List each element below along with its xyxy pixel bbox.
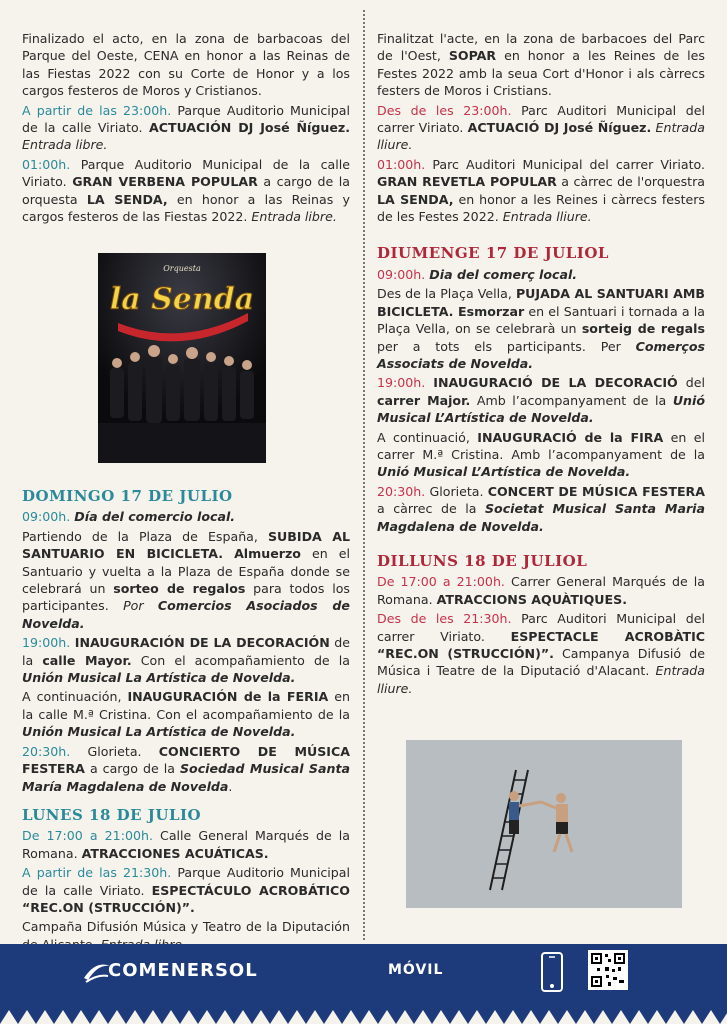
la-senda-poster <box>98 253 266 463</box>
poster-logo-text: la Senda <box>109 282 255 317</box>
heading-lunes: LUNES 18 DE JULIO <box>22 805 202 824</box>
right-bike-paragraph: Des de la Plaça Vella, PUJADA AL SANTUARI AMB BICICLETA. Esmorzar en el Santuari i tornada a la Plaça Vella, on se celebrarà un sorteig de regals per a tots els participants. Per Comerços Associats de Novelda. <box>377 286 705 371</box>
left-commerce-day: 09:00h. Día del comercio local. <box>22 509 236 525</box>
left-concert-paragraph: 20:30h. Glorieta. CONCIERTO DE MÚSICA FESTERA a cargo de la Sociedad Musical Santa María Magdalena de Novelda. <box>22 743 350 794</box>
left-water-paragraph: De 17:00 a 21:00h. Calle General Marqués de la Romana. ATRACCIONES ACUÁTICAS. <box>22 828 350 861</box>
column-divider <box>363 10 365 940</box>
poster-graphic <box>98 253 266 463</box>
right-fira-paragraph: A continuació, INAUGURACIÓ de la FIRA en el carrer M.ª Cristina. Amb l’acompanyament de la Unió Musical L’Artística de Novelda. <box>377 429 705 480</box>
heading-dilluns: DILLUNS 18 DE JULIOL <box>377 551 588 570</box>
right-acrobatic-paragraph: Des de les 21:30h. Parc Auditori Municipal del carrer Viriato. ESPECTACLE ACROBÀTIC “REC.ON (STRUCCIÓN)”. Campanya Difusió de Música i Teatre de la Diputació d'Alacant. Entrada lliure. <box>377 611 705 696</box>
qr-code-icon[interactable] <box>588 950 628 990</box>
mobile-phone-icon <box>540 952 564 992</box>
right-decoration-paragraph: 19:00h. INAUGURACIÓ DE LA DECORACIÓ del carrer Major. Amb l’acompanyament de la Unió Musical L’Artística de Novelda. <box>377 375 705 426</box>
right-revetla-paragraph: 01:00h. Parc Auditori Municipal del carrer Viriato. GRAN REVETLA POPULAR a càrrec de l'orquestra LA SENDA, en honor a les Reines i càrrecs festers de les Festes 2022. Entrada lliure. <box>377 156 705 225</box>
left-feria-paragraph: A continuación, INAUGURACIÓN de la FERIA en la calle M.ª Cristina. Con el acompañamiento de la Unión Musical La Artística de Novelda. <box>22 689 350 740</box>
valencian-column <box>377 30 705 699</box>
right-water-paragraph: De 17:00 a 21:00h. Carrer General Marqués de la Romana. ATRACCIONS AQUÀTIQUES. <box>377 574 705 607</box>
right-dinner-paragraph: Finalitzat l'acte, en la zona de barbacoes del Parc de l'Oest, SOPAR en honor a les Reines de les Festes 2022 amb la seua Cort d'Honor i als càrrecs festers de Moros i Cristians. <box>377 31 705 99</box>
spanish-column-schedule <box>22 482 350 955</box>
right-concert-paragraph: 20:30h. Glorieta. CONCERT DE MÚSICA FESTERA a càrrec de la Societat Musical Santa Maria Magdalena de Novelda. <box>377 483 705 534</box>
movil-label: MÓVIL <box>388 962 444 978</box>
left-decoration-paragraph: 19:00h. INAUGURACIÓN DE LA DECORACIÓN de la calle Mayor. Con el acompañamiento de la Unión Musical La Artística de Novelda. <box>22 635 350 686</box>
heading-diumenge: DIUMENGE 17 DE JULIOL <box>377 244 609 263</box>
left-campaign-paragraph: Campaña Difusión Música y Teatro de la Diputación <box>22 919 350 935</box>
spanish-column <box>22 30 350 227</box>
acrobatic-photo <box>406 740 682 908</box>
heading-domingo: DOMINGO 17 DE JULIO <box>22 487 233 505</box>
left-dj-paragraph: A partir de las 23:00h. Parque Auditorio Municipal de la calle Viriato. ACTUACIÓN DJ José Ñíguez. Entrada libre. <box>22 102 350 153</box>
poster-small-label: Orquesta <box>163 264 201 273</box>
left-acrobatic-paragraph: A partir de las 21:30h. Parque Auditorio Municipal de la calle Viriato. ESPECTÁCULO ACROBÁTICO “REC.ON (STRUCCIÓN)”. <box>22 865 350 915</box>
comenersol-logo-text: COMENERSOL <box>108 960 258 981</box>
footer-zigzag-edge <box>0 1004 727 1024</box>
left-verbena-paragraph: 01:00h. Parque Auditorio Municipal de la calle Viriato. GRAN VERBENA POPULAR a cargo de la orquesta LA SENDA, en honor a las Reinas y cargos festeros de las Fiestas 2022. Entrada libre. <box>22 156 350 225</box>
right-dj-paragraph: Des de les 23:00h. Parc Auditori Municipal del carrer Viriato. ACTUACIÓ DJ José Ñíguez. Entrada lliure. <box>377 102 705 153</box>
acrobats-graphic <box>406 740 682 908</box>
footer-banner <box>0 944 727 1024</box>
right-commerce-day: 09:00h. Dia del comerç local. <box>377 266 578 282</box>
left-bike-paragraph: Partiendo de la Plaza de España, SUBIDA AL SANTUARIO EN BICICLETA. Almuerzo en el Santuario y vuelta a la Plaza de España donde se celebrará un sorteo de regalos para todos los participantes. Por Comercios Asociados de Novelda. <box>22 528 350 631</box>
left-dinner-paragraph: Finalizado el acto, en la zona de barbacoas del Parque del Oeste, CENA en honor a las Reinas de las Fiestas 2022 con su Corte de Honor y a los cargos festeros de Moros y Cristianos. <box>22 31 350 99</box>
